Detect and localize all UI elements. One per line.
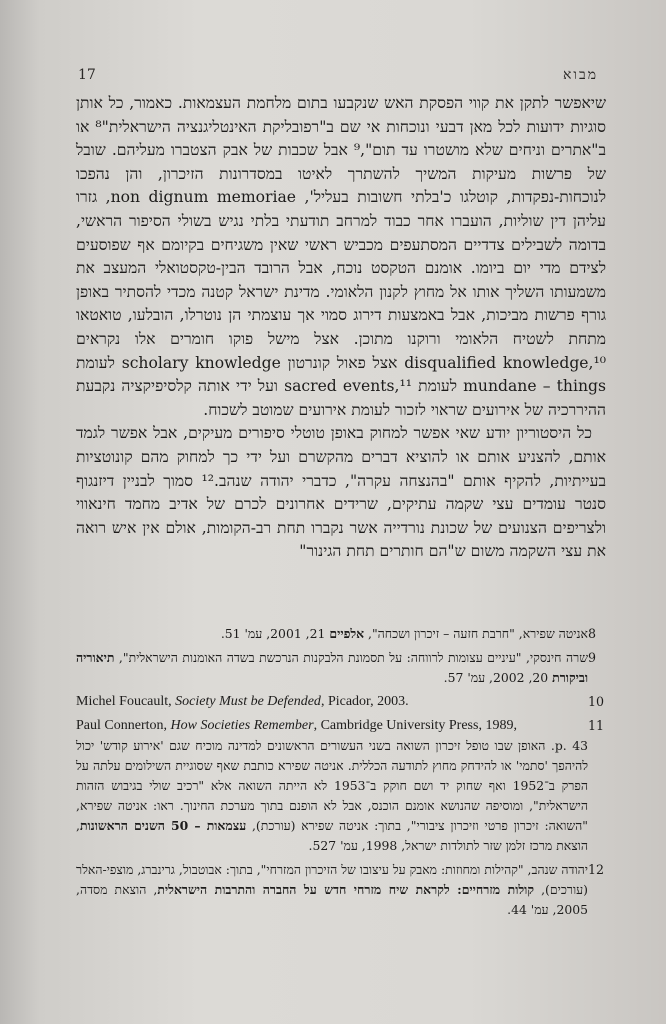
footnote-number: 11 [588, 718, 605, 733]
footnote-citation: אניטה שפירא, "חרבת חזעה – זיכרון ושכחה", [364, 626, 588, 641]
footnote-citation: שרה חינסקי, "עיניים עצומות לרווחה: על תסמונת הלבקנות הנרכשת בשדה האומנות הישראלית", [114, 650, 588, 665]
footnote-text [76, 860, 588, 920]
footnote-source-title: אלפיים [329, 626, 365, 641]
footnote-text [76, 716, 588, 856]
footnote-source-title: תיאוריה וביקורת [76, 650, 588, 685]
footnote-source-title: עצמאות – 50 השנים הראשונות [79, 818, 247, 833]
footnote-book-title: Society Must be Defended [175, 694, 321, 709]
footnote-citation-tail: 21, 2001, עמ' 51. [220, 626, 330, 641]
footnote-number: 12 [588, 862, 605, 877]
page-header [78, 64, 598, 86]
footnote-text [76, 692, 588, 712]
footnote-author: Paul Connerton, [76, 718, 171, 733]
footnote-book-title: How Societies Remember [170, 718, 314, 733]
footnote-text [76, 648, 588, 688]
footnote-text [76, 624, 588, 644]
footnote-author: Michel Foucault, [76, 694, 176, 709]
footnote-english-citation [76, 716, 588, 736]
main-text [76, 92, 606, 564]
footnote-number: 10 [588, 694, 605, 709]
footnote-continuation: p. 43. האופן שבו טופל זיכרון השואה בשני העשורים הראשונים למדינה מוכיח שגם 'אירוע קודש' יכול להיהפך 'סתמי' או להידחק מחוץ לתודעה הכללית. אניטה שפירא כותבת שאף שסוגיית השילומים עלתה על הפרק ב־1952 ואף שחוק יד ושם חוקק ב־1953 לא הייתה השואה אלא "רכיב שולי בגיבוש הזהות הישראלית", ומוסיפה שהנושא אומנם הוכנס, אבל לא הופנם בתוך מערכת החינוך. ראו: אניטה שפירא, "השואה: זיכרון פרטי וזיכרון ציבורי", בתוך: אניטה שפירא (עורכת), [76, 738, 589, 833]
footnote-9 [76, 648, 616, 688]
footnote-8 [76, 624, 616, 644]
footnote-citation: יהודה שנהב, "קהילות ומחוזות: מאבק על עיצובו של הזיכרון המזרחי", בתוך: אבוטבול, גרינברג, מוצפי-האלר (עורכים), [76, 862, 588, 897]
running-head: מבוא [562, 66, 598, 83]
footnote-number: 9 [588, 650, 597, 665]
paragraph-2: כל היסטוריון יודע שאי אפשר למחוק באופן טוטלי סיפורים מעיקים, אבל אפשר לגמד אותם, להצניע אותם או להוציא דברים מהקשרם ועל ידי כך למחוק מהם קונוטציות בעייתיות, להקיף אותם "בהנצחה עקרה", כדברי יהודה שנהב.¹² סמוך לבניין דיזנגוף סנטר עומדים עצי שקמה עתיקים, שרידים אחרונים לכרם של אדיב מחמד חינאווי ולצריפים הצנועים של שכונת נורדייה אשר נקברו תחת רב-הקומות, אולם אין איש רואה את עצי השקמה משום ש"הם חותרים תחת הגינור" [76, 424, 606, 561]
footnote-10 [76, 692, 616, 712]
page-number: 17 [78, 67, 96, 83]
footnote-number: 8 [588, 626, 597, 641]
footnote-citation-tail: , הוצאת מסדה, 2005, עמ' 44. [76, 882, 588, 917]
footnote-citation-tail: 20, 2002, עמ' 57. [443, 670, 553, 685]
footnotes [76, 624, 616, 924]
footnote-publisher: , Cambridge University Press, 1989, [313, 718, 517, 733]
paragraph-1: שיאפשר לתקן את קווי הפסקת האש שנקבעו בתום מלחמת העצמאות. כאמור, כל אותן סוגיות ידועות לכל מאן דבעי ונוכחות אי שם ב"רפובליקת האינטליגנציה הישראלית"⁸ או ב"אתרים וניחים שלא מוש‍טרו עד תום",⁹ אבל שכבות של אבק הצטברו מעליהם. שובל של פרשות מעיקות המשיך להשתרך לאיטו במסדרונות הזיכרון, והן נהפכו לנוכחות-נפקדות, קוטלגו כ'בלתי חשובות בעליל', non dignum memoriae, גזרו עליהן דין שוליות, הועברו אחר כבוד למרחב תודעתי בלתי נגיש בשולי הסיפור הראשי, בדומה לשבילים צדדיים המסתעפים מכביש ראשי שאין משגיחים בקיומם אף שפוסעים לצידם מדי יום ביומו. אומנם הטקסט נוכח, אבל הרובד הבין-טקסטואלי המעצב את משמעותו השליך אותו אל מחוץ לקנון הלאומי. מדינת ישראל קטנה מכדי להסתיר באופן גורף פרשות מביכות, אבל באמצעות דירוג סמוי אך עוצמתי הן נוטרלו, הובלעו, טואטאו מתחת לשטיח הלאומי ורוקנו מתוכן. אצל מישל פוקו חומרים אלו נקראים disqualified knowledge,¹⁰ אצל פאול קונרטון scholary knowledge לעומת mundane – things לעומת sacred events,¹¹ ועל ידי אותה קלסיפיקציה נקבעת ההיררכיה של אירועים שראוי לזכור לעומת אירועים שמוטב לשכוח. [76, 94, 607, 419]
footnote-citation-tail: , הוצאת מרכז זלמן שזר לתולדות ישראל, 1998, עמ' 527. [76, 818, 588, 853]
footnote-source-title: קולות מזרחיים: לקראת שיח מזרחי חדש על החברה והתרבות הישראלית [157, 882, 534, 897]
footnote-publisher: , Picador, 2003. [320, 694, 409, 709]
footnote-12 [76, 860, 616, 920]
footnote-11 [76, 716, 616, 856]
